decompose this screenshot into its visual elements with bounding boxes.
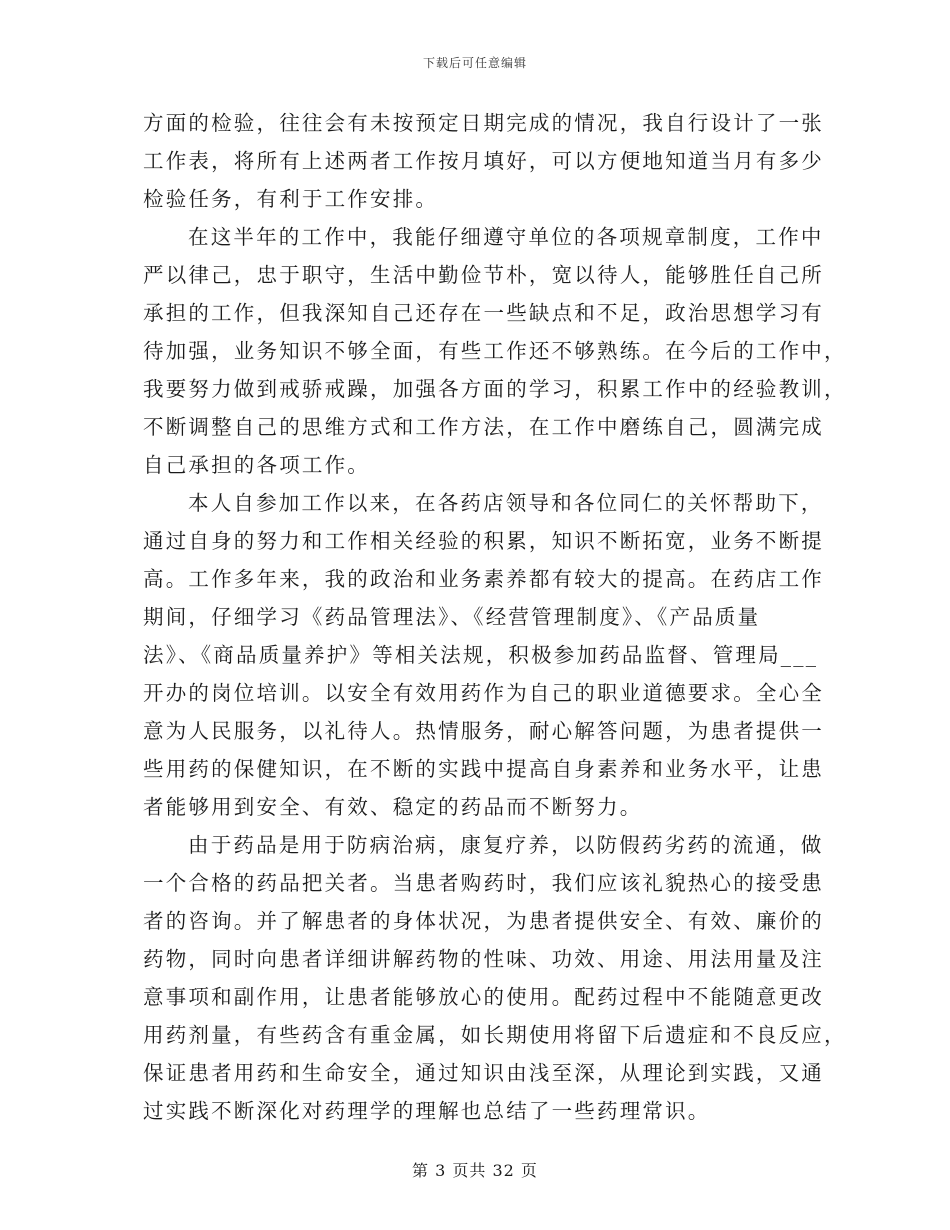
text-line: 开办的岗位培训。以安全有效用药作为自己的职业道德要求。全心全 xyxy=(143,681,824,705)
text-line: 通过自身的努力和工作相关经验的积累，知识不断拓宽，业务不断提 xyxy=(143,529,824,553)
text-line: 些用药的保健知识，在不断的实践中提高自身素养和业务水平，让患 xyxy=(143,757,824,781)
text-line: 工作表，将所有上述两者工作按月填好，可以方便地知道当月有多少 xyxy=(143,149,824,173)
page-footer: 第 3 页共 32 页 xyxy=(412,1161,538,1180)
text-line: 过实践不断深化对药理学的理解也总结了一些药理常识。 xyxy=(143,1099,711,1123)
text-line: 用药剂量，有些药含有重金属，如长期使用将留下后遗症和不良反应， xyxy=(143,1023,847,1047)
document-body xyxy=(143,104,847,1130)
text-line: 在这半年的工作中，我能仔细遵守单位的各项规章制度，工作中 xyxy=(188,225,824,249)
text-line: 承担的工作，但我深知自己还存在一些缺点和不足，政治思想学习有 xyxy=(143,301,824,325)
text-line: 者的咨询。并了解患者的身体状况，为患者提供安全、有效、廉价的 xyxy=(143,909,824,933)
text-line: 保证患者用药和生命安全，通过知识由浅至深，从理论到实践，又通 xyxy=(143,1061,824,1085)
text-line: 药物，同时向患者详细讲解药物的性味、功效、用途、用法用量及注 xyxy=(143,947,824,971)
text-line: 法》、《商品质量养护》等相关法规，积极参加药品监督、管理局___ xyxy=(143,643,819,667)
text-line: 严以律己，忠于职守，生活中勤俭节朴，宽以待人，能够胜任自己所 xyxy=(143,263,824,287)
text-line: 不断调整自己的思维方式和工作方法，在工作中磨练自己，圆满完成 xyxy=(143,415,824,439)
text-line: 高。工作多年来，我的政治和业务素养都有较大的提高。在药店工作 xyxy=(143,567,824,591)
text-line: 自己承担的各项工作。 xyxy=(143,453,370,477)
text-line: 待加强，业务知识不够全面，有些工作还不够熟练。在今后的工作中， xyxy=(143,339,847,363)
text-line: 方面的检验，往往会有未按预定日期完成的情况，我自行设计了一张 xyxy=(143,111,824,135)
text-line: 由于药品是用于防病治病，康复疗养，以防假药劣药的流通，做 xyxy=(188,833,824,857)
text-line: 期间，仔细学习《药品管理法》、《经营管理制度》、《产品质量 xyxy=(143,605,761,629)
text-line: 检验任务，有利于工作安排。 xyxy=(143,187,439,211)
text-line: 本人自参加工作以来，在各药店领导和各位同仁的关怀帮助下， xyxy=(188,491,824,515)
paragraph-3 xyxy=(143,484,824,826)
page-header: 下载后可任意编辑 xyxy=(422,56,527,70)
text-line: 意事项和副作用，让患者能够放心的使用。配药过程中不能随意更改 xyxy=(143,985,824,1009)
text-line: 我要努力做到戒骄戒躁，加强各方面的学习，积累工作中的经验教训， xyxy=(143,377,847,401)
paragraph-1 xyxy=(143,104,824,218)
paragraph-4 xyxy=(143,826,847,1130)
text-line: 意为人民服务，以礼待人。热情服务，耐心解答问题，为患者提供一 xyxy=(143,719,824,743)
text-line: 者能够用到安全、有效、稳定的药品而不断努力。 xyxy=(143,795,643,819)
paragraph-2 xyxy=(143,218,847,484)
text-line: 一个合格的药品把关者。当患者购药时，我们应该礼貌热心的接受患 xyxy=(143,871,824,895)
